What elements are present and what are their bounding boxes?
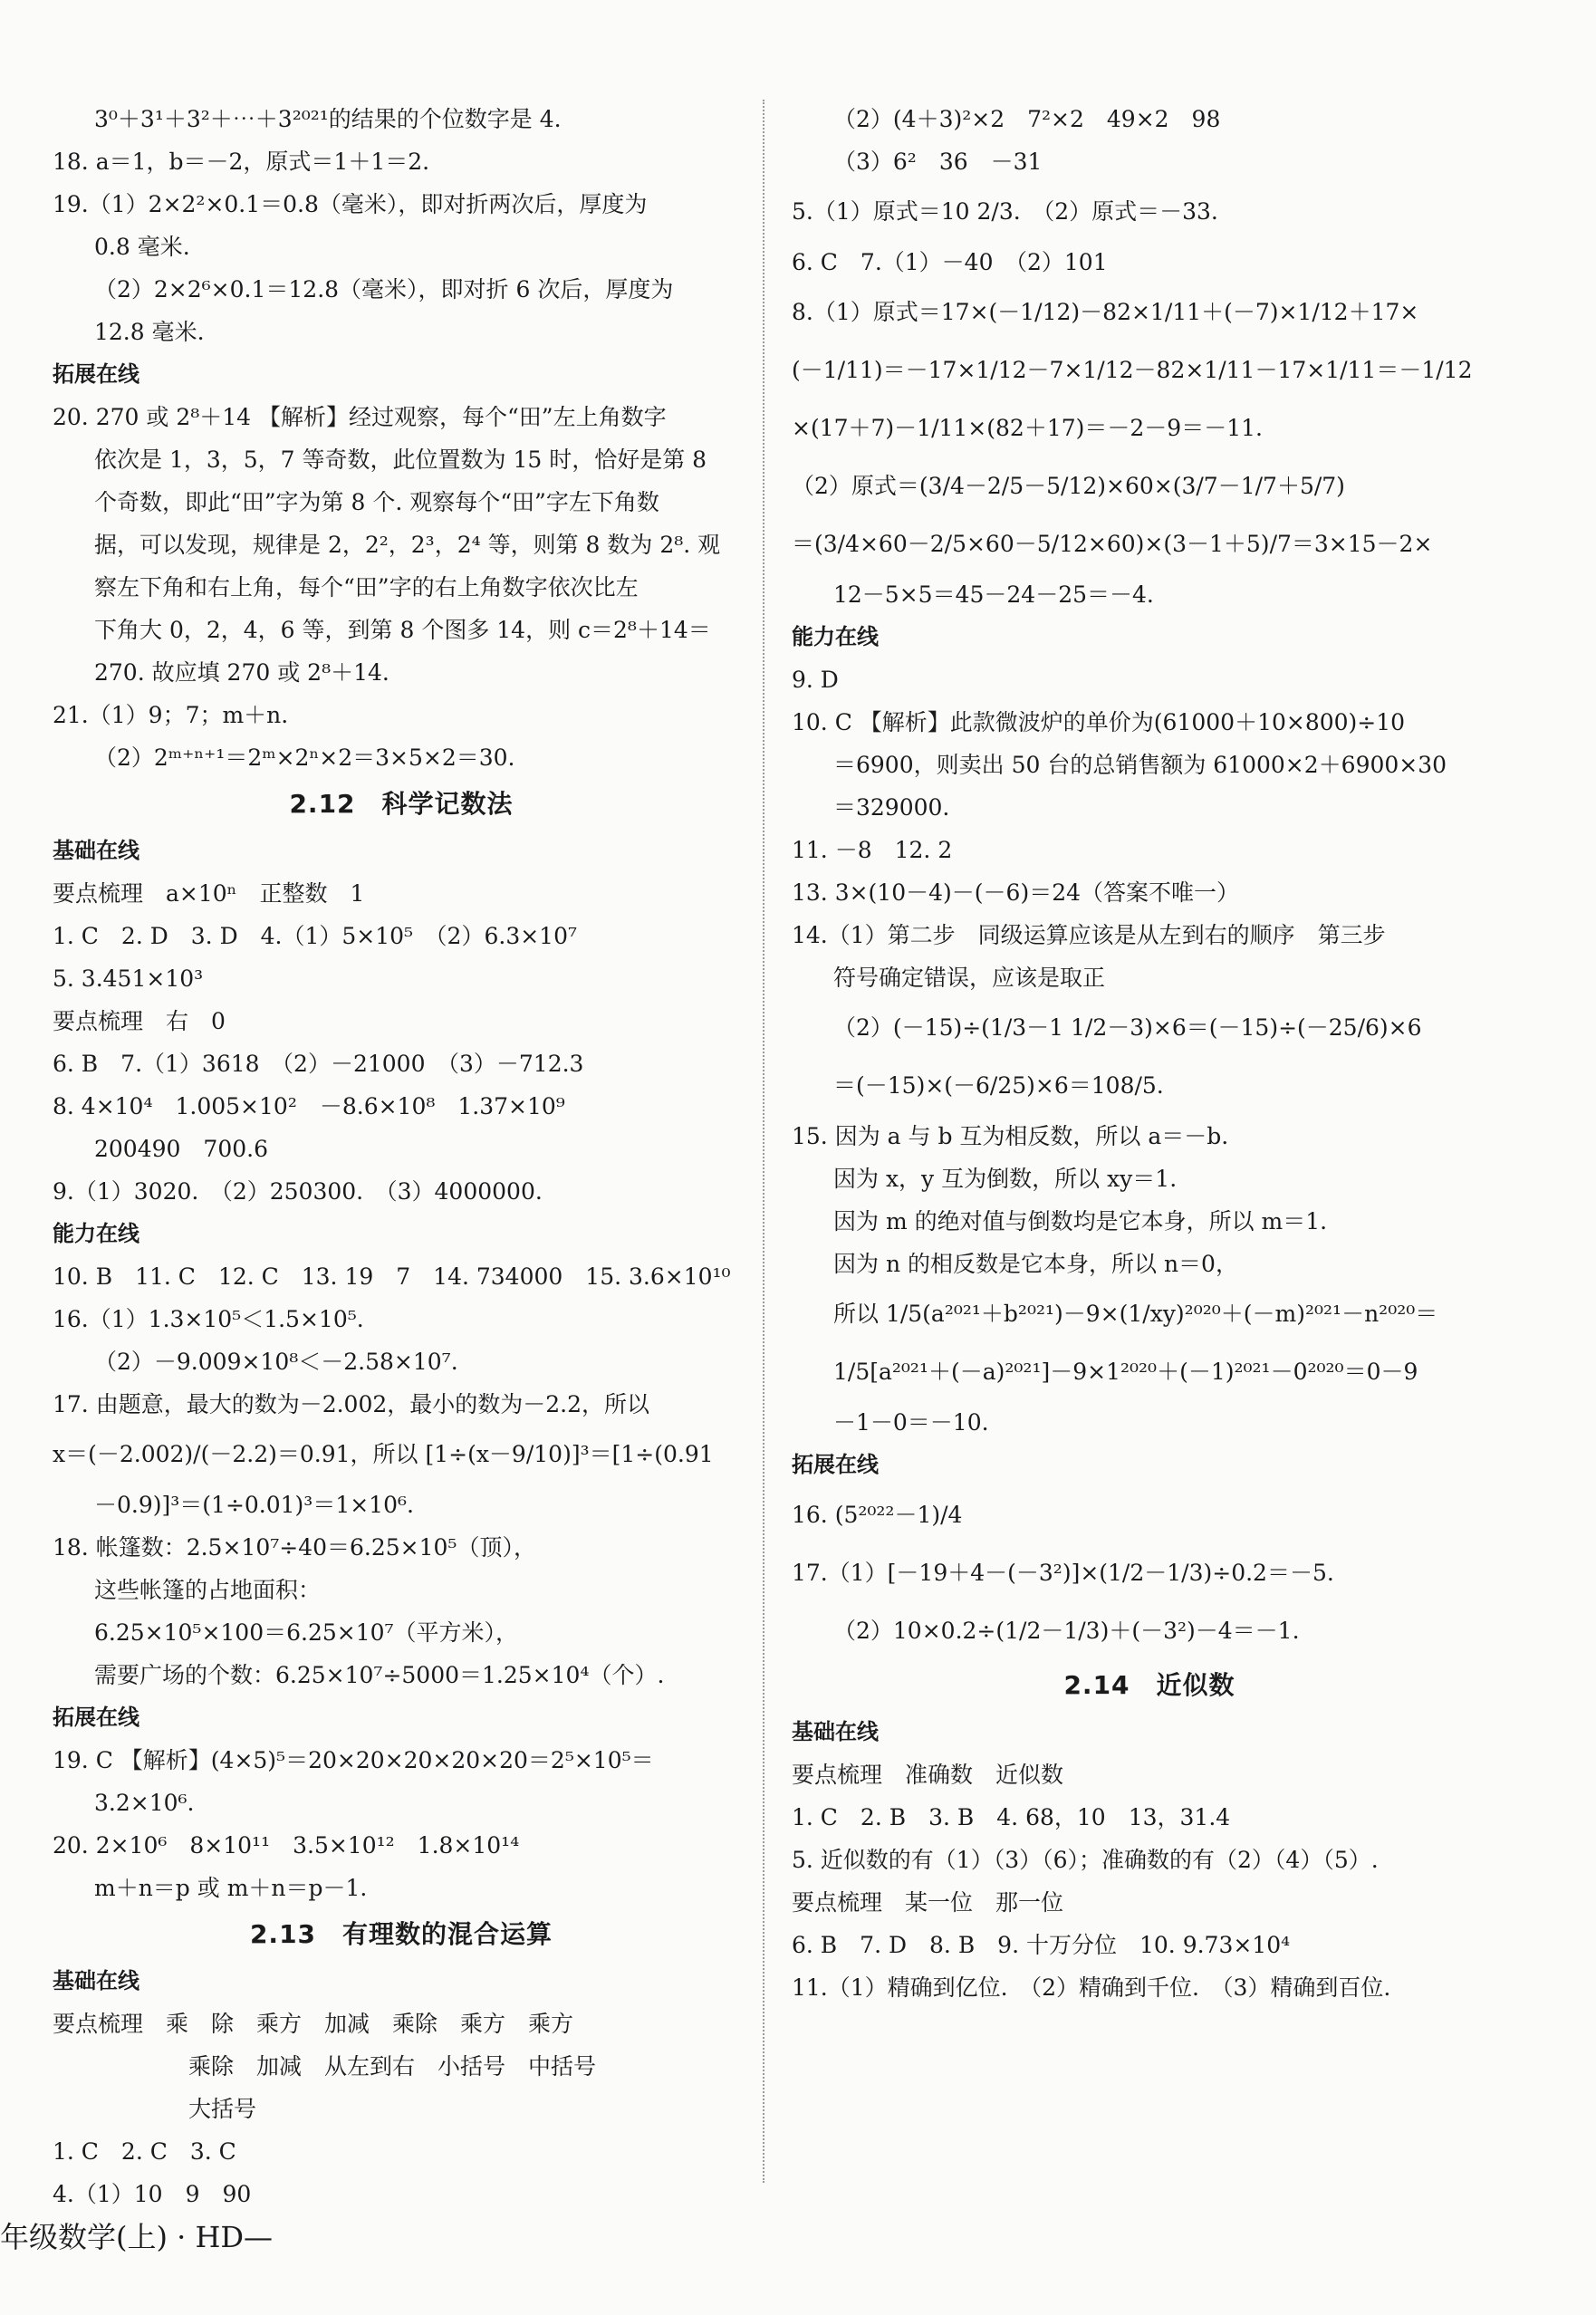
answer-line: 5. 近似数的有（1）（3）（6）；准确数的有（2）（4）（5）.: [792, 1847, 1379, 1873]
answer-line: ×(17＋7)－1/11×(82＋17)＝－2－9＝－11.: [792, 415, 1263, 441]
answer-line: 个奇数，即此“田”字为第 8 个. 观察每个“田”字左下角数: [94, 489, 659, 515]
answer-line: 6. C 7.（1）－40 （2）101: [792, 249, 1108, 275]
answer-line: 19. C 【解析】(4×5)⁵＝20×20×20×20×20＝2⁵×10⁵＝: [53, 1747, 654, 1773]
answer-line: 0.8 毫米.: [94, 234, 190, 260]
answer-line: 依次是 1，3，5，7 等奇数，此位置数为 15 时，恰好是第 8: [94, 447, 707, 473]
answer-line: （2）原式＝(3/4－2/5－5/12)×60×(3/7－1/7＋5/7): [792, 473, 1345, 499]
answer-line: 4.（1）10 9 90: [53, 2181, 252, 2207]
subsection-heading: 基础在线: [53, 838, 139, 863]
subsection-heading: 基础在线: [792, 1719, 879, 1744]
answer-line: 5.（1）原式＝10 2/3. （2）原式＝－33.: [792, 198, 1218, 225]
answer-line: 要点梳理 某一位 那一位: [792, 1889, 1064, 1916]
section-title: 2.14 近似数: [1063, 1670, 1235, 1700]
answer-line: 11. －8 12. 2: [792, 837, 953, 863]
answer-line: 17. 由题意，最大的数为－2.002，最小的数为－2.2，所以: [53, 1391, 650, 1417]
answer-line: 9. D: [792, 667, 839, 693]
subsection-heading: 能力在线: [53, 1221, 139, 1246]
answer-line: 6. B 7.（1）3618 （2）－21000 （3）－712.3: [53, 1051, 584, 1077]
answer-line: 1. C 2. B 3. B 4. 68，10 13，31.4: [792, 1804, 1231, 1830]
subsection-heading: 能力在线: [792, 624, 879, 649]
answer-line: （2）2×2⁶×0.1＝12.8（毫米），即对折 6 次后，厚度为: [94, 276, 674, 303]
answer-line: 200490 700.6: [94, 1136, 269, 1162]
answer-line: 这些帐篷的占地面积：: [94, 1577, 322, 1603]
answer-line: 要点梳理 准确数 近似数: [792, 1762, 1064, 1788]
answer-line: 要点梳理 a×10ⁿ 正整数 1: [53, 880, 365, 907]
answer-line: 3.2×10⁶.: [94, 1790, 195, 1816]
answer-line: 16. (5²⁰²²－1)/4: [792, 1502, 963, 1528]
answer-line: 要点梳理 右 0: [53, 1008, 226, 1034]
answer-line: 12.8 毫米.: [94, 319, 205, 345]
answer-line: 17.（1）[－19＋4－(－3²)]×(1/2－1/3)÷0.2＝－5.: [792, 1560, 1334, 1586]
answer-line: 15. 因为 a 与 b 互为相反数，所以 a＝－b.: [792, 1123, 1229, 1149]
left-column: [53, 98, 750, 2215]
answer-line: （3）6² 36 －31: [833, 149, 1043, 175]
answer-line: 20. 2×10⁶ 8×10¹¹ 3.5×10¹² 1.8×10¹⁴: [53, 1832, 520, 1859]
answer-line: ＝329000.: [833, 794, 950, 821]
answer-line: －1－0＝－10.: [833, 1409, 989, 1436]
answer-line: 1/5[a²⁰²¹＋(－a)²⁰²¹]－9×1²⁰²⁰＋(－1)²⁰²¹－0²⁰²⁰＝0－9: [833, 1359, 1418, 1385]
section-title: 2.13 有理数的混合运算: [249, 1919, 553, 1949]
answer-line: 需要广场的个数：6.25×10⁷÷5000＝1.25×10⁴（个）.: [94, 1662, 665, 1688]
answer-line: 因为 m 的绝对值与倒数均是它本身，所以 m＝1.: [833, 1208, 1328, 1234]
answer-line: 12－5×5＝45－24－25＝－4.: [833, 581, 1154, 608]
answer-line: （2）－9.009×10⁸＜－2.58×10⁷.: [94, 1349, 458, 1375]
answer-line: 所以 1/5(a²⁰²¹＋b²⁰²¹)－9×(1/xy)²⁰²⁰＋(－m)²⁰²¹－n²⁰²⁰＝: [833, 1301, 1438, 1327]
answer-line: 10. C 【解析】此款微波炉的单价为(61000＋10×800)÷10: [792, 709, 1406, 735]
answer-line: 乘除 加减 从左到右 小括号 中括号: [188, 2053, 597, 2080]
answer-line: （2）10×0.2÷(1/2－1/3)＋(－3²)－4＝－1.: [833, 1618, 1300, 1644]
subsection-heading: 拓展在线: [53, 361, 139, 387]
subsection-heading: 拓展在线: [792, 1452, 879, 1477]
page-footer: 年级数学(上) · HD—: [0, 2220, 274, 2254]
answer-line: (－1/11)＝－17×1/12－7×1/12－82×1/11－17×1/11＝－1/12: [792, 357, 1473, 383]
answer-line: 19.（1）2×2²×0.1＝0.8（毫米），即对折两次后，厚度为: [53, 191, 648, 217]
answer-line: 18. 帐篷数：2.5×10⁷÷40＝6.25×10⁵（顶），: [53, 1534, 536, 1561]
answer-line: 6.25×10⁵×100＝6.25×10⁷（平方米），: [94, 1619, 519, 1646]
answer-line: ＝6900，则卖出 50 台的总销售额为 61000×2＋6900×30: [833, 752, 1447, 778]
answer-line: 9.（1）3020. （2）250300. （3）4000000.: [53, 1178, 543, 1205]
answer-line: 6. B 7. D 8. B 9. 十万分位 10. 9.73×10⁴: [792, 1932, 1291, 1958]
answer-line: 10. B 11. C 12. C 13. 19 7 14. 734000 15. 3.6×10¹⁰: [53, 1263, 731, 1290]
answer-line: 1. C 2. D 3. D 4.（1）5×10⁵ （2）6.3×10⁷: [53, 923, 578, 949]
answer-line: 18. a＝1，b＝－2，原式＝1＋1＝2.: [53, 149, 430, 175]
subsection-heading: 拓展在线: [53, 1705, 139, 1730]
answer-line: ＝(－15)×(－6/25)×6＝108/5.: [833, 1072, 1164, 1099]
answer-line: 8. 4×10⁴ 1.005×10² －8.6×10⁸ 1.37×10⁹: [53, 1093, 565, 1119]
answer-line: 大括号: [188, 2096, 257, 2122]
section-title: 2.12 科学记数法: [289, 789, 514, 819]
answer-line: 据，可以发现，规律是 2，2²，2³，2⁴ 等，则第 8 数为 2⁸. 观: [94, 532, 721, 558]
right-column: [792, 98, 1507, 2009]
answer-line: 270. 故应填 270 或 2⁸＋14.: [94, 659, 389, 686]
subsection-heading: 基础在线: [53, 1968, 139, 1993]
column-divider: [763, 100, 764, 2183]
answer-line: m＋n＝p 或 m＋n＝p－1.: [94, 1875, 368, 1901]
answer-line: （2）(4＋3)²×2 7²×2 49×2 98: [833, 106, 1221, 132]
answer-line: （2）(－15)÷(1/3－1 1/2－3)×6＝(－15)÷(－25/6)×6: [833, 1014, 1422, 1041]
answer-line: 符号确定错误，应该是取正: [833, 965, 1106, 991]
answer-line: 8.（1）原式＝17×(－1/12)－82×1/11＋(－7)×1/12＋17×: [792, 299, 1419, 325]
answer-line: 11.（1）精确到亿位. （2）精确到千位. （3）精确到百位.: [792, 1974, 1391, 2001]
answer-line: 3⁰＋3¹＋3²＋⋯＋3²⁰²¹的结果的个位数字是 4.: [94, 106, 562, 132]
answer-line: 下角大 0，2，4，6 等，到第 8 个图多 14，则 c＝2⁸＋14＝: [94, 617, 711, 643]
answer-line: （2）2ᵐ⁺ⁿ⁺¹＝2ᵐ×2ⁿ×2＝3×5×2＝30.: [94, 744, 515, 771]
answer-line: 因为 x，y 互为倒数，所以 xy＝1.: [833, 1166, 1178, 1192]
answer-line: －0.9)]³＝(1÷0.01)³＝1×10⁶.: [94, 1492, 414, 1518]
answer-line: 因为 n 的相反数是它本身，所以 n＝0，: [833, 1251, 1238, 1277]
answer-line: 1. C 2. C 3. C: [53, 2138, 236, 2165]
answer-line: 21.（1）9；7；m＋n.: [53, 702, 289, 728]
answer-line: x＝(－2.002)/(－2.2)＝0.91，所以 [1÷(x－9/10)]³＝[1÷(0.91: [53, 1441, 714, 1467]
answer-line: 5. 3.451×10³: [53, 965, 204, 992]
answer-line: 13. 3×(10－4)－(－6)＝24（答案不唯一）: [792, 879, 1240, 906]
answer-line: 20. 270 或 2⁸＋14 【解析】经过观察，每个“田”左上角数字: [53, 404, 667, 430]
answer-line: 要点梳理 乘 除 乘方 加减 乘除 乘方 乘方: [53, 2011, 574, 2037]
answer-line: 察左下角和右上角，每个“田”字的右上角数字依次比左: [94, 574, 639, 600]
answer-line: 16.（1）1.3×10⁵＜1.5×10⁵.: [53, 1306, 364, 1332]
answer-line: 14.（1）第二步 同级运算应该是从左到右的顺序 第三步: [792, 922, 1386, 948]
answer-line: ＝(3/4×60－2/5×60－5/12×60)×(3－1＋5)/7＝3×15－2×: [792, 531, 1433, 557]
